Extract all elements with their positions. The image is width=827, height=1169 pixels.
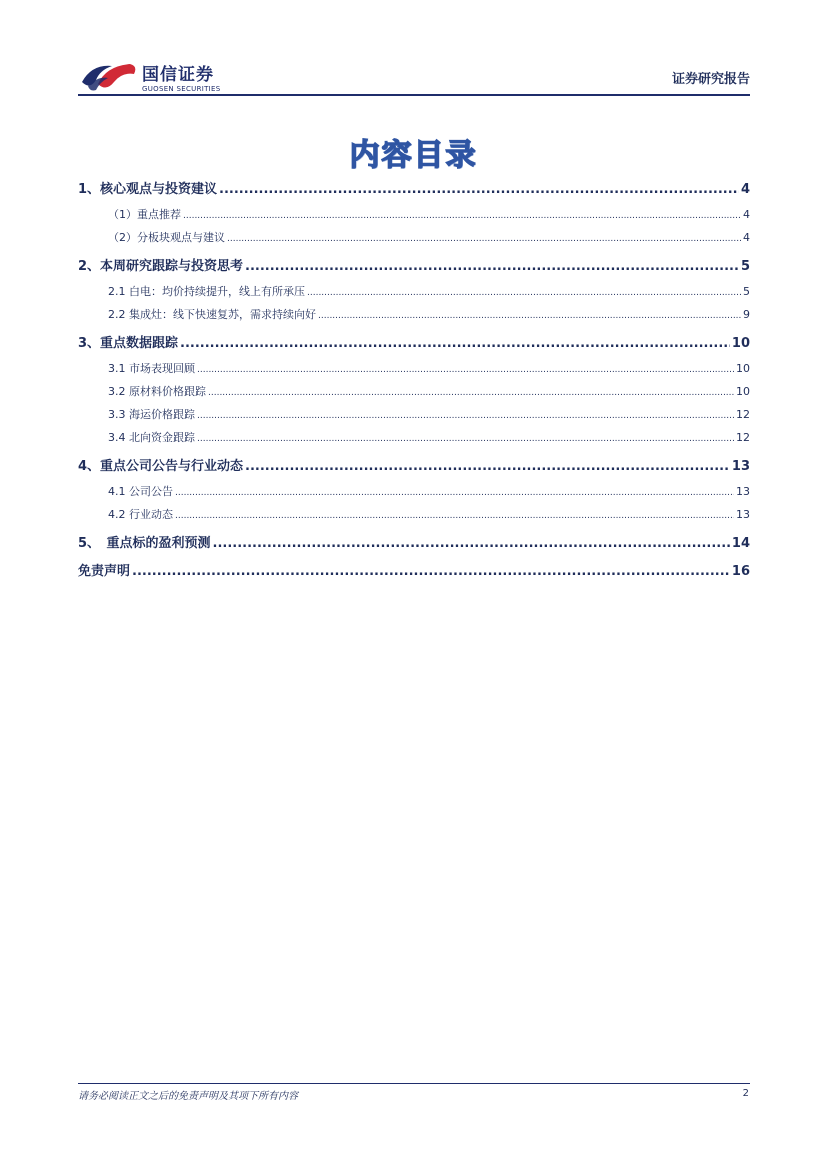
toc-entry-label: 3.3 海运价格跟踪 xyxy=(108,408,195,421)
toc-leader-dots xyxy=(219,182,739,197)
toc-entry-section-2[interactable] xyxy=(78,255,750,274)
toc-leader-dots xyxy=(197,411,734,421)
toc-leader-dots xyxy=(175,511,734,521)
toc-entry-label: （1）重点推荐 xyxy=(108,208,181,221)
toc-entry-label: （2）分板块观点与建议 xyxy=(108,231,225,244)
toc-entry-label: 2、本周研究跟踪与投资思考 xyxy=(78,259,244,274)
toc-entry-page: 5 xyxy=(743,285,750,298)
toc-entry-page: 10 xyxy=(736,385,750,398)
toc-leader-dots xyxy=(227,234,741,244)
toc-leader-dots xyxy=(183,211,741,221)
header-divider xyxy=(78,94,750,96)
toc-entry-label: 4、重点公司公告与行业动态 xyxy=(78,459,244,474)
toc-entry-label: 3.1 市场表现回顾 xyxy=(108,362,195,375)
footer-divider xyxy=(78,1083,750,1084)
toc-leader-dots xyxy=(175,488,734,498)
toc-entry-page: 10 xyxy=(731,336,750,351)
toc-entry-page: 4 xyxy=(740,182,750,197)
toc-entry-page: 12 xyxy=(736,408,750,421)
toc-entry-page: 14 xyxy=(731,536,750,551)
toc-title: 内容目录 xyxy=(349,138,478,173)
toc-leader-dots xyxy=(307,288,741,298)
toc-leader-dots xyxy=(180,336,730,351)
logo-chinese-name: 国信证券 xyxy=(142,65,214,85)
toc-entry-page: 12 xyxy=(736,431,750,444)
toc-entry-page: 4 xyxy=(743,208,750,221)
toc-entry-page: 4 xyxy=(743,231,750,244)
guosen-logo-icon xyxy=(78,56,140,96)
toc-leader-dots xyxy=(208,388,734,398)
footer-disclaimer: 请务必阅读正文之后的免责声明及其项下所有内容 xyxy=(78,1091,298,1102)
toc-leader-dots xyxy=(245,259,739,274)
toc-entry-4-1[interactable] xyxy=(78,483,750,499)
toc-entry-section-3[interactable] xyxy=(78,332,750,351)
toc-entry-label: 3.4 北向资金跟踪 xyxy=(108,431,195,444)
toc-entry-label: 3、重点数据跟踪 xyxy=(78,336,179,351)
toc-entry-page: 13 xyxy=(736,485,750,498)
toc-leader-dots xyxy=(197,434,734,444)
toc-entry-disclaimer[interactable] xyxy=(78,560,750,579)
toc-entry-page: 10 xyxy=(736,362,750,375)
page-number: 2 xyxy=(742,1088,749,1099)
toc-entry-page: 16 xyxy=(731,564,750,579)
toc-entry-2-1[interactable] xyxy=(78,283,750,299)
report-type-label: 证券研究报告 xyxy=(671,72,750,87)
toc-leader-dots xyxy=(197,365,734,375)
toc-entry-3-2[interactable] xyxy=(78,383,750,399)
toc-entry-4-2[interactable] xyxy=(78,506,750,522)
toc-entry-3-4[interactable] xyxy=(78,429,750,445)
toc-leader-dots xyxy=(245,459,730,474)
toc-entry-label: 2.2 集成灶：线下快速复苏，需求持续向好 xyxy=(108,308,316,321)
toc-entry-label: 1、核心观点与投资建议 xyxy=(78,182,218,197)
toc-entry-page: 5 xyxy=(740,259,750,274)
toc-entry-page: 13 xyxy=(731,459,750,474)
toc-entry-section-5[interactable] xyxy=(78,532,750,551)
logo-english-name: GUOSEN SECURITIES xyxy=(142,85,221,93)
toc-entry-3-1[interactable] xyxy=(78,360,750,376)
toc-entry-section-4[interactable] xyxy=(78,455,750,474)
toc-entry-1-2[interactable] xyxy=(78,229,750,245)
toc-entry-label: 3.2 原材料价格跟踪 xyxy=(108,385,206,398)
toc-entry-page: 13 xyxy=(736,508,750,521)
toc-entry-3-3[interactable] xyxy=(78,406,750,422)
toc-entry-1-1[interactable] xyxy=(78,206,750,222)
toc-entry-label: 5、 重点标的盈利预测 xyxy=(78,536,211,551)
toc-leader-dots xyxy=(318,311,741,321)
toc-entry-label: 免责声明 xyxy=(78,564,131,579)
toc-entry-label: 4.1 公司公告 xyxy=(108,485,173,498)
guosen-logo xyxy=(78,56,228,96)
toc-entry-label: 4.2 行业动态 xyxy=(108,508,173,521)
toc-leader-dots xyxy=(132,564,730,579)
page-header xyxy=(78,52,750,96)
toc-entry-2-2[interactable] xyxy=(78,306,750,322)
toc-entry-label: 2.1 白电：均价持续提升，线上有所承压 xyxy=(108,285,305,298)
toc-entry-page: 9 xyxy=(743,308,750,321)
toc-entry-section-1[interactable] xyxy=(78,178,750,197)
toc-leader-dots xyxy=(213,536,730,551)
